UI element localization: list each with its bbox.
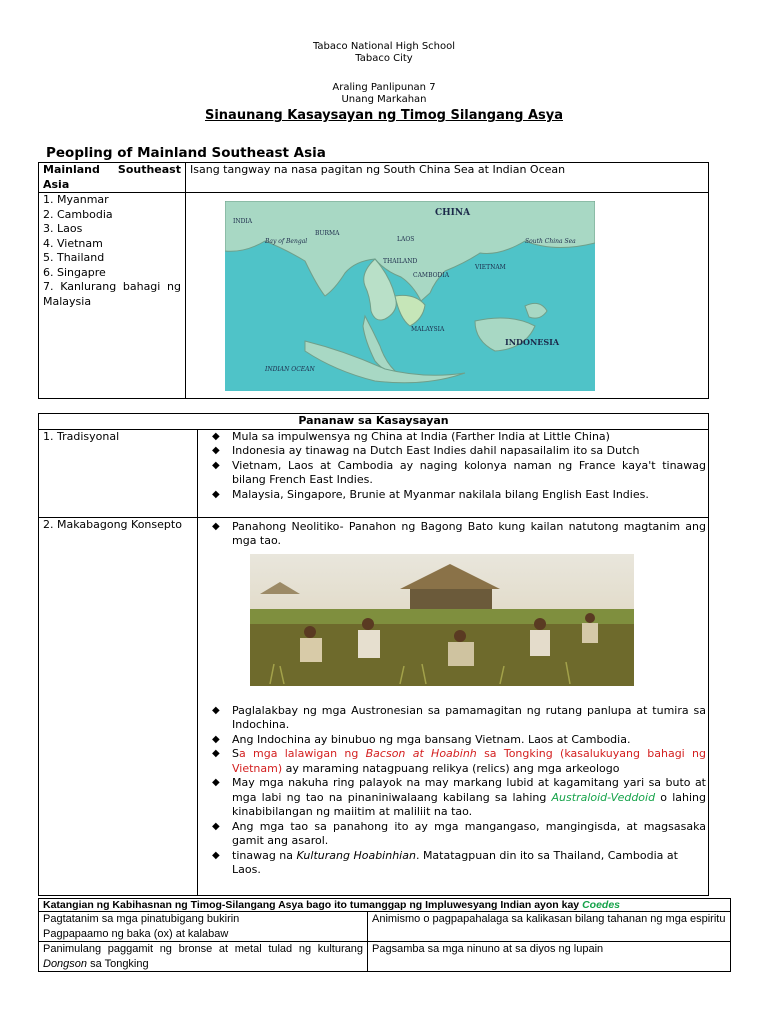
- map-label-china: CHINA: [435, 208, 471, 218]
- school-city: Tabaco City: [355, 53, 413, 64]
- modern-label: 2. Makabagong Konsepto: [39, 517, 198, 895]
- list-item: ◆ Ang mga tao sa panahong ito ay mga mangangaso, mangingisda, at magsasaka gamit ang asarol.: [210, 820, 706, 849]
- map-cell: [186, 193, 709, 399]
- map-label-thailand: THAILAND: [383, 258, 418, 265]
- southeast-asia-map: [225, 201, 595, 391]
- map-label-burma: BURMA: [315, 230, 340, 237]
- mainland-table: [38, 162, 709, 399]
- school-name: Tabaco National High School: [312, 41, 456, 52]
- page-title: Sinaunang Kasaysayan ng Timog Silangang Asya: [204, 108, 563, 123]
- list-item: ◆ Sa mga lalawigan ng Bacson at Hoabinh sa Tongking (kasalukuyang bahagi ng Vietnam) ay maraming natagpuang relikya (relics) ang mga arkeologo: [210, 747, 706, 776]
- characteristic-cell: Pagsamba sa mga ninuno at sa diyos ng lupain: [368, 942, 731, 972]
- map-label-laos: LAOS: [397, 236, 415, 243]
- map-label-vietnam: VIETNAM: [475, 264, 506, 271]
- list-item: ◆ Indonesia ay tinawag na Dutch East Indies dahil napasailalim ito sa Dutch: [210, 444, 706, 459]
- list-item: ◆ tinawag na Kulturang Hoabinhian. Matatagpuan din ito sa Thailand, Cambodia at Laos.: [210, 849, 706, 878]
- quarter: Unang Markahan: [341, 94, 427, 105]
- country-item: 5. Thailand: [43, 251, 105, 264]
- list-item: ◆ May mga nakuha ring palayok na may markang lubid at kagamitang yari sa buto at mga labi ng tao na pinaniniwalaang kabilang sa lahing Australoid-Veddoid o lahing kinabibilangan ng maiitim at maliliit na tao.: [210, 776, 706, 820]
- list-item: ◆ Vietnam, Laos at Cambodia ay naging kolonya naman ng France kaya't tinawag bilang French East Indies.: [210, 459, 706, 488]
- neolithic-farming-image: [250, 554, 634, 686]
- country-list: [39, 193, 186, 399]
- country-item: 2. Cambodia: [43, 207, 113, 221]
- characteristics-table: [38, 898, 731, 972]
- list-item: ◆ Panahong Neolitiko- Panahon ng Bagong Bato kung kailan natutong magtanim ang mga tao.: [210, 520, 706, 549]
- section-heading: Peopling of Mainland Southeast Asia: [46, 145, 326, 161]
- list-item: ◆ Paglalakbay ng mga Austronesian sa pamamagitan ng rutang panlupa at tumira sa Indochina.: [210, 704, 706, 733]
- traditional-label: 1. Tradisyonal: [39, 429, 198, 517]
- mainland-label: Mainland Southeast Asia: [39, 163, 186, 193]
- characteristic-cell: Pagtatanim sa mga pinatubigang bukirin Pagpapaamo ng baka (ox) at kalabaw: [39, 912, 368, 942]
- perspective-heading: Pananaw sa Kasaysayan: [39, 414, 709, 430]
- characteristic-cell: Animismo o pagpapahalaga sa kalikasan bilang tahanan ng mga espiritu: [368, 912, 731, 942]
- map-label-indonesia: INDONESIA: [505, 337, 560, 347]
- country-item: 1. Myanmar: [43, 193, 109, 206]
- list-item: ◆ Malaysia, Singapore, Brunie at Myanmar nakilala bilang English East Indies.: [210, 488, 706, 503]
- country-item: 6. Singapre: [43, 265, 106, 279]
- country-item: 7. Kanlurang bahagi ng Malaysia: [43, 280, 181, 308]
- list-item: ◆ Mula sa impulwensya ng China at India (Farther India at Little China): [210, 430, 706, 445]
- characteristics-heading: Katangian ng Kabihasnan ng Timog-Silangang Asya bago ito tumanggap ng Impluwesyang Indian ayon kay Coedes: [39, 899, 731, 912]
- modern-content: [198, 517, 709, 895]
- map-label-malaysia: MALAYSIA: [411, 326, 445, 333]
- country-item: 4. Vietnam: [43, 236, 103, 250]
- map-label-cambodia: CAMBODIA: [413, 272, 450, 279]
- map-label-indian-ocean: INDIAN OCEAN: [265, 366, 315, 373]
- traditional-content: [198, 429, 709, 517]
- country-item: 3. Laos: [43, 222, 83, 235]
- mainland-definition: Isang tangway na nasa pagitan ng South China Sea at Indian Ocean: [186, 163, 709, 193]
- subject: Araling Panlipunan 7: [332, 82, 436, 93]
- map-label-south-china-sea: South China Sea: [525, 238, 576, 245]
- list-item: ◆ Ang Indochina ay binubuo ng mga bansang Vietnam. Laos at Cambodia.: [210, 733, 706, 748]
- map-label-india: INDIA: [233, 218, 253, 225]
- characteristic-cell: Panimulang paggamit ng bronse at metal tulad ng kulturang Dongson sa Tongking: [39, 942, 368, 972]
- perspective-table: [38, 413, 709, 896]
- map-label-bay: Bay of Bengal: [265, 238, 308, 245]
